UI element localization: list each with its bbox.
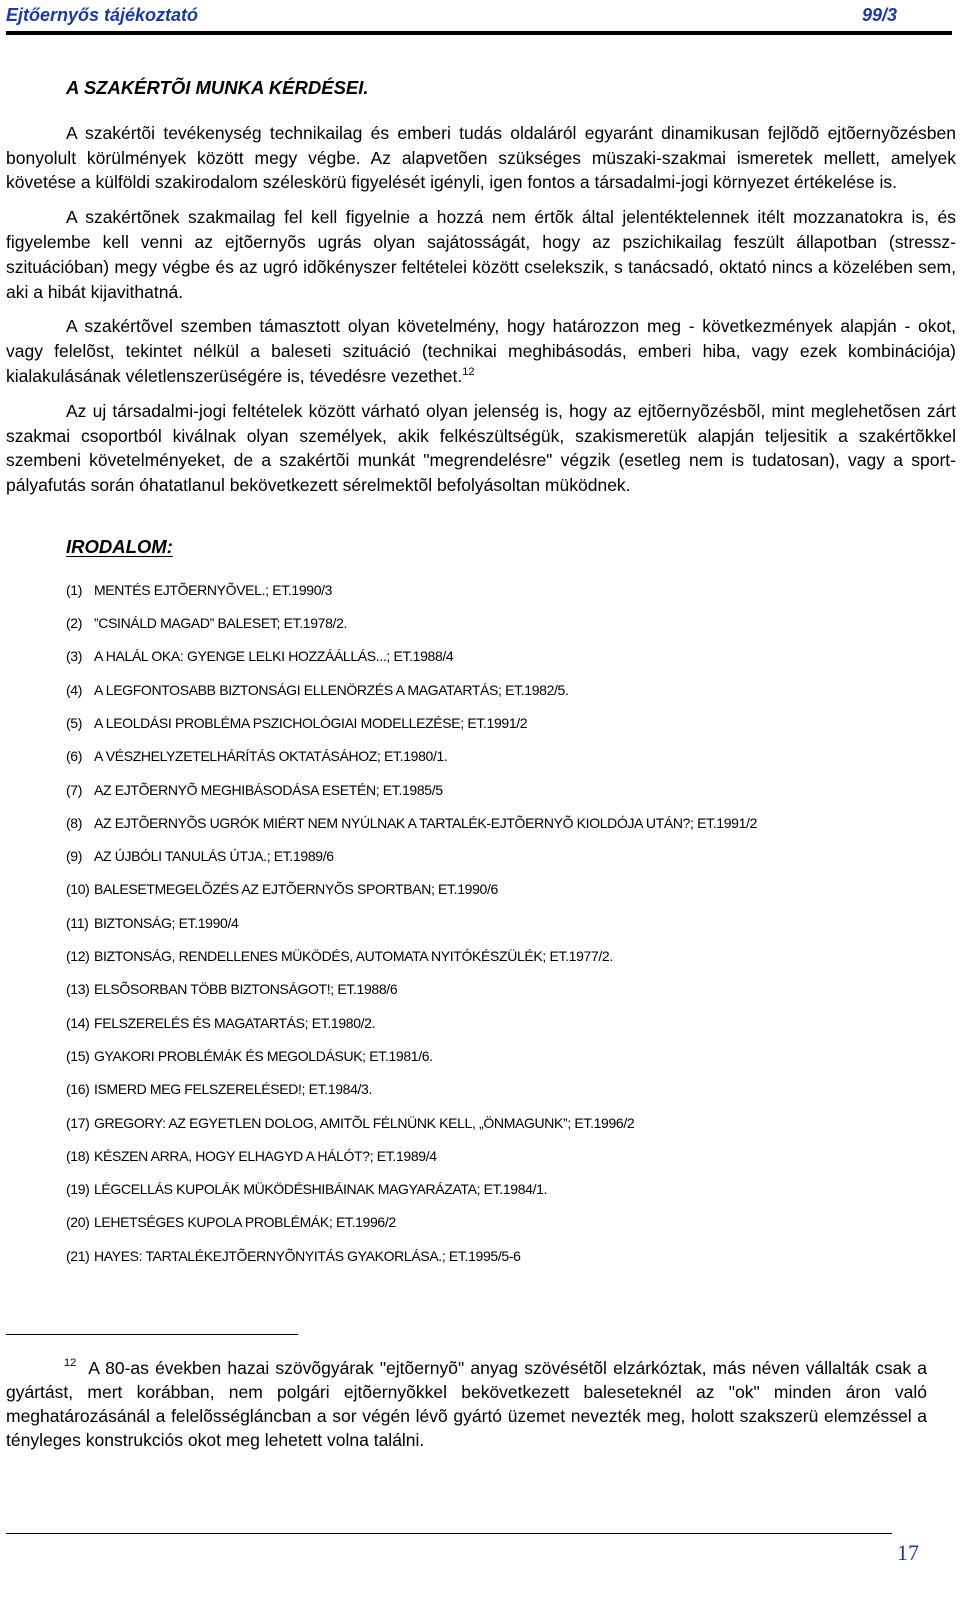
reference-number: (2) [66, 615, 83, 632]
paragraph-1: A szakértõi tevékenység technikailag és emberi tudás oldaláról egyaránt dinamikusan fejlõdõ ejtõernyõzésben bonyolult körülmények között megy végbe. Az alapvetõen szükséges müszaki-szakmai ismeretek mellett, amelyek követése a külföldi szakirodalom széleskörü figyelését igényli, igen fontos a társadalmi-jogi környezet értékelése is. [6, 122, 956, 193]
section-title: A SZAKÉRTÕI MUNKA KÉRDÉSEI. [66, 77, 369, 98]
reference-number: (3) [66, 648, 83, 665]
reference-number: (10) [66, 881, 90, 898]
reference-number: (4) [66, 681, 83, 698]
reference-list [66, 580, 956, 1279]
reference-number: (11) [66, 914, 89, 931]
reference-number: (15) [66, 1047, 90, 1064]
page-header [6, 3, 952, 35]
paragraph-3-text: A szakértõvel szemben támasztott olyan követelmény, hogy határozzon meg - következmények alapján - okot, vagy felelõst, tekintet nélkül a baleseti szituáció (technikai meghibásodás, emberi hiba, vagy ezek kombinációja) kialakulásának véletlenszerüségére is, tévedésre vezethet. [6, 316, 956, 386]
reference-number: (5) [66, 714, 83, 731]
reference-item [66, 680, 956, 713]
references-title: IRODALOM: [66, 535, 173, 557]
reference-item [66, 846, 956, 879]
reference-text: AZ ÚJBÓLI TANULÁS ÚTJA.; ET.1989/6 [94, 848, 334, 865]
reference-text: HAYES: TARTALÉKEJTÕERNYÕNYITÁS GYAKORLÁSA.; ET.1995/5-6 [94, 1247, 521, 1264]
reference-item [66, 1212, 956, 1245]
reference-text: AZ EJTÕERNYÕS UGRÓK MIÉRT NEM NYÚLNAK A TARTALÉK-EJTÕERNYÕ KIOLDÓJA UTÁN?; ET.1991/2 [94, 814, 758, 831]
reference-number: (8) [66, 814, 83, 831]
reference-number: (13) [66, 981, 90, 998]
reference-text: BIZTONSÁG, RENDELLENES MÜKÖDÉS, AUTOMATA NYITÓKÉSZÜLÉK; ET.1977/2. [94, 948, 613, 965]
publication-title: Ejtőernyős tájékoztató [6, 5, 199, 25]
reference-item [66, 1113, 956, 1146]
reference-text: A HALÁL OKA: GYENGE LELKI HOZZÁÁLLÁS...; ET.1988/4 [94, 648, 454, 665]
issue-number: 99/3 [862, 5, 898, 25]
reference-item [66, 1046, 956, 1079]
reference-text: ”CSINÁLD MAGAD” BALESET; ET.1978/2. [94, 615, 348, 632]
reference-number: (21) [66, 1247, 90, 1264]
reference-text: A VÉSZHELYZETELHÁRÍTÁS OKTATÁSÁHOZ; ET.1980/1. [94, 748, 448, 765]
reference-item [66, 613, 956, 646]
reference-text: AZ EJTÕERNYÕ MEGHIBÁSODÁSA ESETÉN; ET.1985/5 [94, 781, 443, 798]
reference-text: ISMERD MEG FELSZERELÉSED!; ET.1984/3. [94, 1081, 373, 1098]
reference-item [66, 979, 956, 1012]
reference-text: GREGORY: AZ EGYETLEN DOLOG, AMITÕL FÉLNÜNK KELL, „ÖNMAGUNK”; ET.1996/2 [94, 1114, 635, 1131]
reference-text: ELSÕSORBAN TÖBB BIZTONSÁGOT!; ET.1988/6 [94, 981, 398, 998]
paragraph-3 [6, 314, 956, 388]
reference-item [66, 946, 956, 979]
reference-item [66, 913, 956, 946]
reference-item [66, 1146, 956, 1179]
reference-text: KÉSZEN ARRA, HOGY ELHAGYD A HÁLÓT?; ET.1989/4 [94, 1147, 437, 1164]
reference-text: GYAKORI PROBLÉMÁK ÉS MEGOLDÁSUK; ET.1981/6. [94, 1047, 433, 1064]
page-number: 17 [897, 1540, 919, 1565]
reference-item [66, 1079, 956, 1112]
reference-item [66, 713, 956, 746]
reference-text: LÉGCELLÁS KUPOLÁK MÜKÖDÉSHIBÁINAK MAGYARÁZATA; ET.1984/1. [94, 1181, 548, 1198]
reference-item [66, 879, 956, 912]
footer-rule [6, 1533, 892, 1534]
reference-item [66, 813, 956, 846]
paragraph-2: A szakértõnek szakmailag fel kell figyelnie a hozzá nem értõk által jelentéktelennek itélt mozzanatokra is, és figyelembe kell venni az ejtõernyõs ugrás olyan sajátosságát, hogy az pszichikailag feszült állapotban (stressz-szituációban) megy végbe és az ugró idõkényszer feltételei között cselekszik, s tanácsadó, oktató nincs a közelében sem, aki a hibát kijavithatná. [6, 207, 956, 302]
reference-number: (1) [66, 581, 83, 598]
reference-number: (17) [66, 1114, 90, 1131]
footnote-reference: 12 [462, 365, 475, 378]
reference-text: FELSZERELÉS ÉS MAGATARTÁS; ET.1980/2. [94, 1014, 376, 1031]
reference-number: (7) [66, 781, 83, 798]
reference-item [66, 746, 956, 779]
reference-number: (6) [66, 748, 83, 765]
reference-text: A LEOLDÁSI PROBLÉMA PSZICHOLÓGIAI MODELLEZÉSE; ET.1991/2 [94, 714, 528, 731]
reference-text: MENTÉS EJTÕERNYÕVEL.; ET.1990/3 [94, 581, 333, 598]
reference-number: (9) [66, 848, 83, 865]
reference-item [66, 1013, 956, 1046]
reference-number: (19) [66, 1181, 90, 1198]
reference-number: (12) [66, 948, 90, 965]
reference-text: BALESETMEGELÕZÉS AZ EJTÕERNYÕS SPORTBAN; ET.1990/6 [94, 881, 498, 898]
reference-item [66, 1246, 956, 1279]
footnote-separator [6, 1334, 298, 1335]
footnote [6, 1356, 927, 1452]
reference-number: (20) [66, 1214, 90, 1231]
article-body [6, 40, 956, 1279]
reference-text: BIZTONSÁG; ET.1990/4 [94, 914, 239, 931]
reference-text: LEHETSÉGES KUPOLA PROBLÉMÁK; ET.1996/2 [94, 1214, 396, 1231]
reference-number: (18) [66, 1147, 90, 1164]
reference-number: (14) [66, 1014, 90, 1031]
reference-item [66, 1179, 956, 1212]
reference-item [66, 646, 956, 679]
reference-item [66, 580, 956, 613]
footnote-marker: 12 [64, 1357, 77, 1369]
footnote-text: A 80-as években hazai szövõgyárak "ejtõernyõ" anyag szövésétõl elzárkóztak, más néven vállalták csak a gyártást, mert korábban, nem polgári ejtõernyõkkel bekövetkezett baleseteknél az "ok" minden áron való meghatározásánál a felelõsségláncban a sor végén lévõ gyártó üzemet nevezték meg, holott szakszerü elemzéssel a tényleges konstrukciós okot meg lehetett volna találni. [6, 1358, 927, 1450]
reference-number: (16) [66, 1081, 90, 1098]
paragraph-4: Az uj társadalmi-jogi feltételek között várható olyan jelenség is, hogy az ejtõernyõzésbõl, mint meglehetõsen zárt szakmai csoportból kiválnak olyan személyek, akik felkészültségük, szakismeretük alapján teljesitik a szakértõkkel szembeni követelményeket, de a szakértõi munkát "megrendelésre" végzik (esetleg nem is tudatosan), vagy a sport-pályafutás során óhatatlanul bekövetkezett sérelmektõl befolyásoltan müködnek. [6, 400, 956, 496]
reference-text: A LEGFONTOSABB BIZTONSÁGI ELLENÖRZÉS A MAGATARTÁS; ET.1982/5. [94, 681, 569, 698]
reference-item [66, 780, 956, 813]
